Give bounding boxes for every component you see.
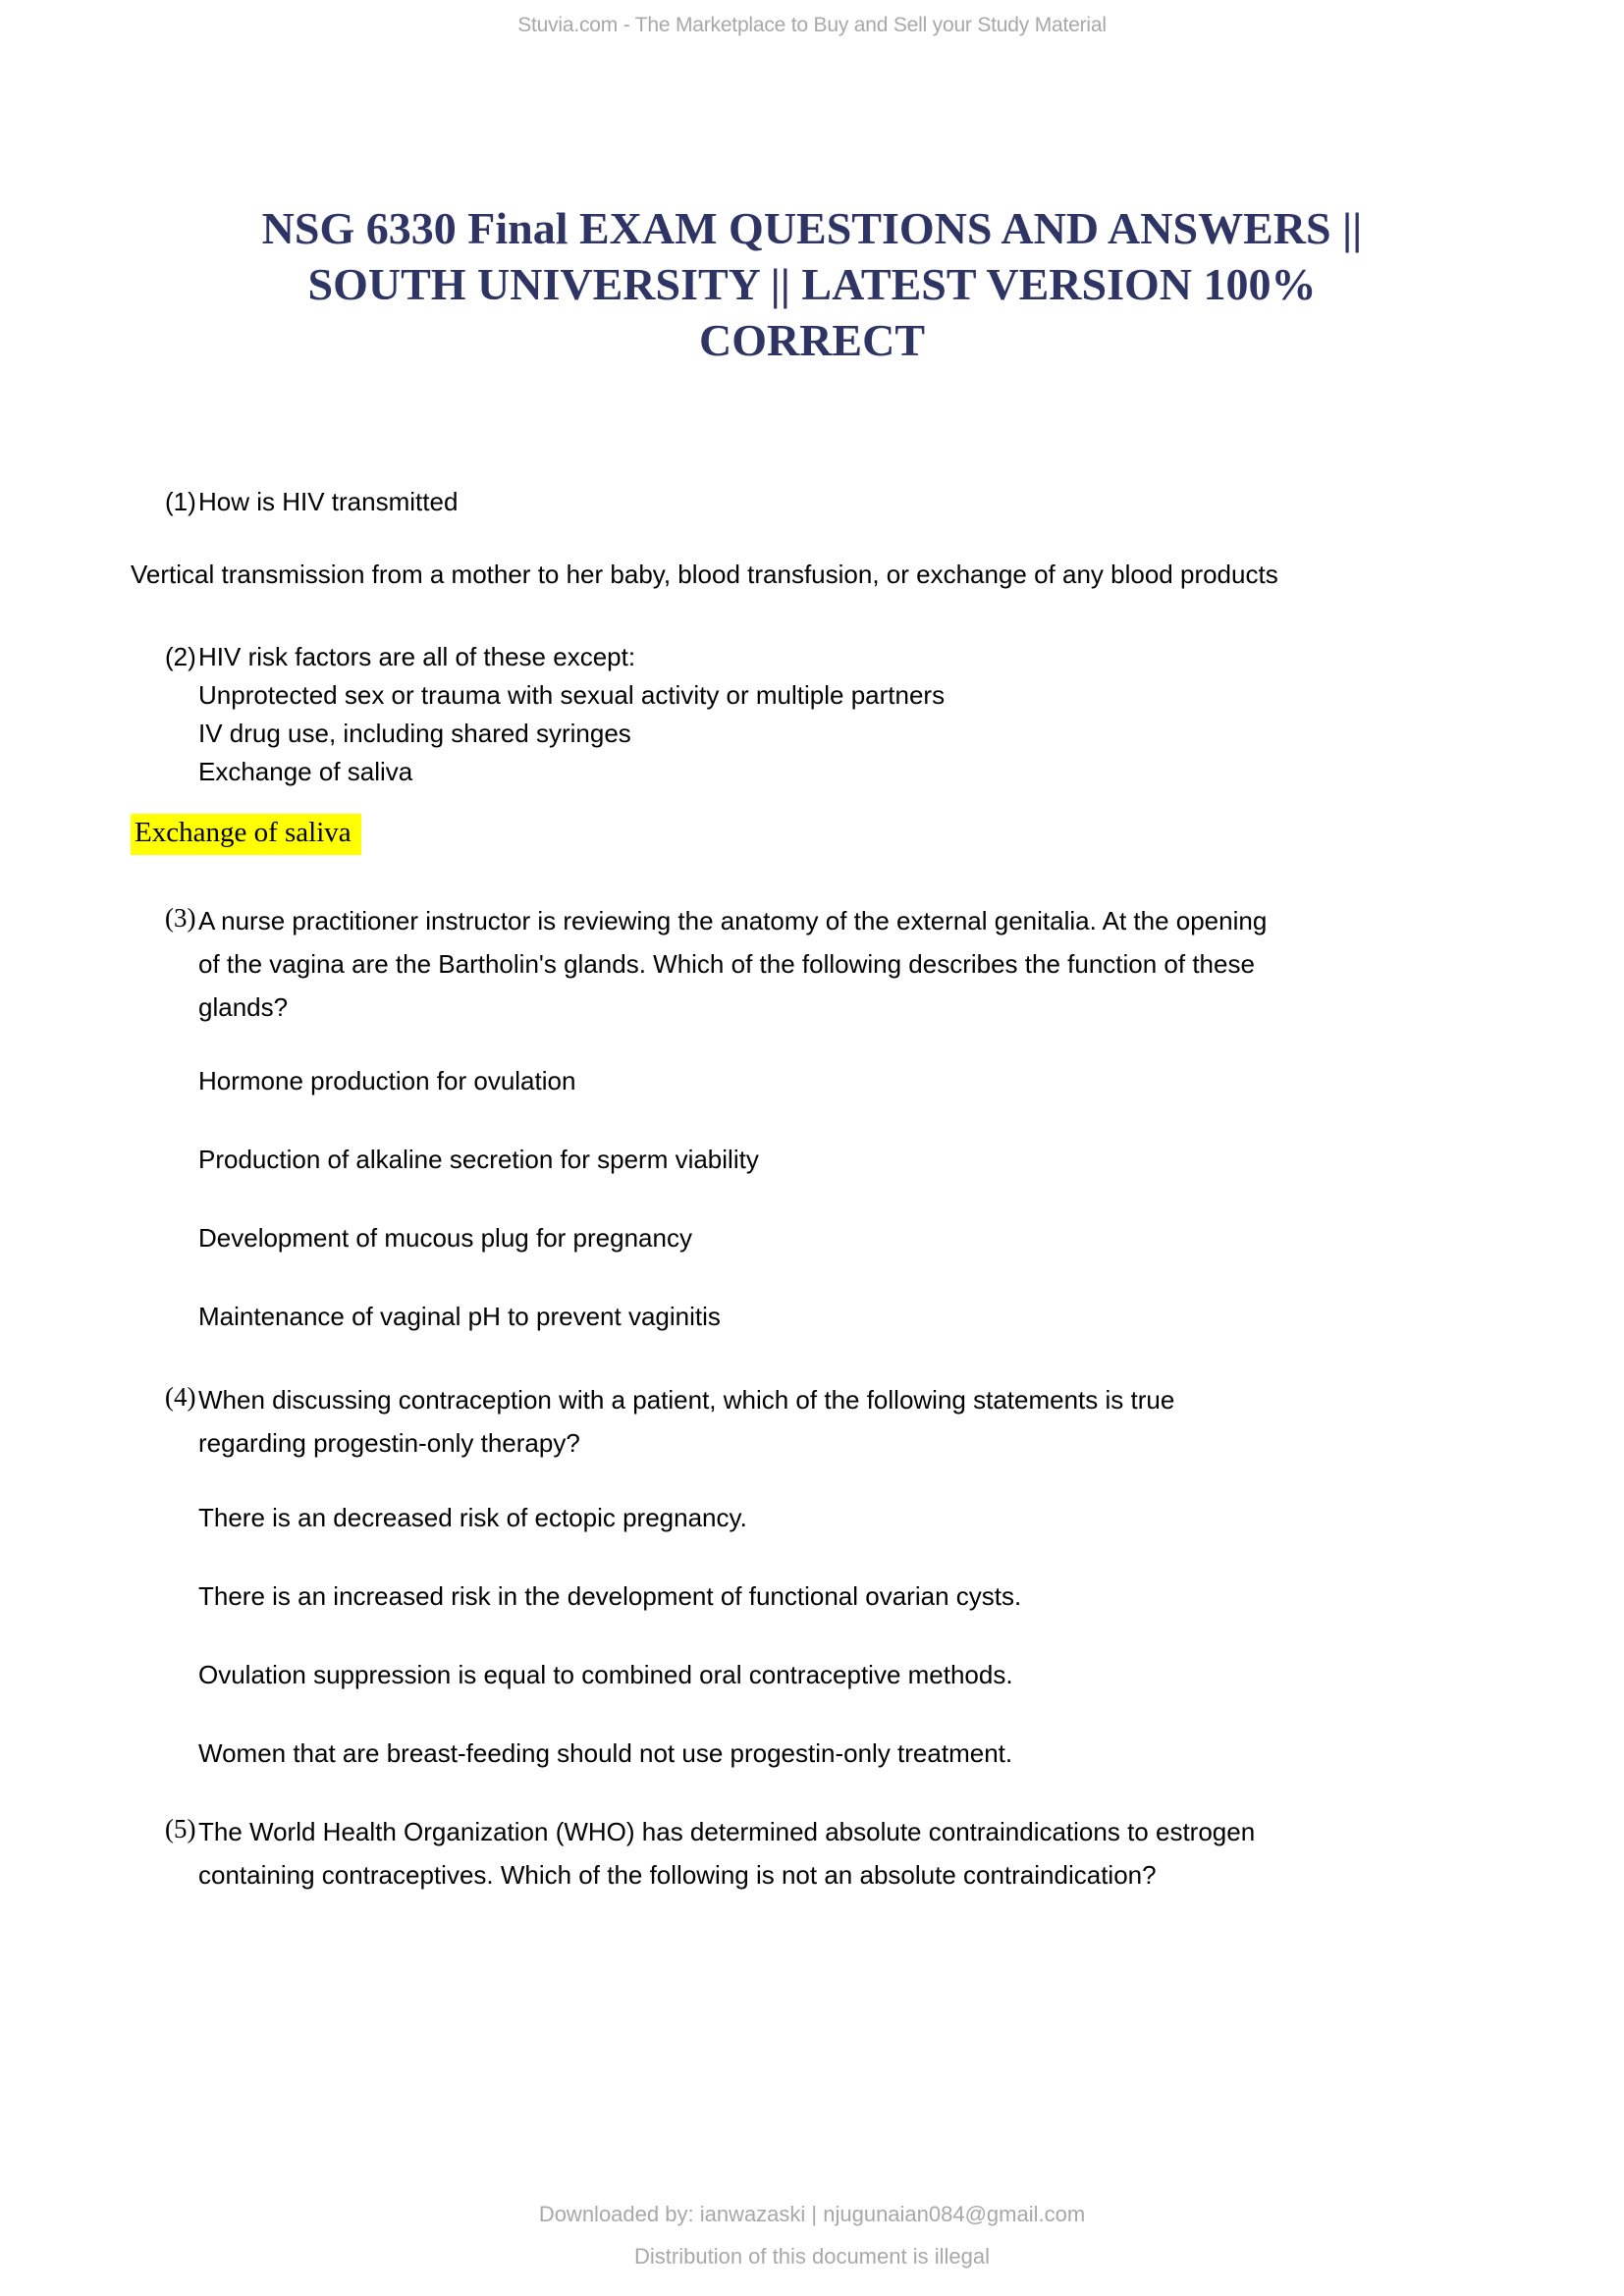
question-4-text — [198, 1378, 1174, 1465]
question-5-number: (5) — [165, 1814, 196, 1843]
question-3-text — [198, 899, 1267, 1029]
question-4-number: (4) — [165, 1382, 196, 1412]
question-3-line: glands? — [198, 992, 289, 1022]
question-3-options — [198, 1062, 759, 1376]
question-2-number: (2) — [165, 642, 196, 671]
question-4-options — [198, 1499, 1021, 1813]
title-line-3: CORRECT — [698, 315, 926, 365]
question-4-option: There is an decreased risk of ectopic pregnancy. — [198, 1503, 747, 1532]
header-site-line: Stuvia.com - The Marketplace to Buy and Sell your Study Material — [517, 14, 1107, 36]
question-4-option: Ovulation suppression is equal to combined oral contraceptive methods. — [198, 1660, 1013, 1689]
question-3-line: A nurse practitioner instructor is reviewing the anatomy of the external genitalia. At the opening — [198, 906, 1268, 935]
question-5-line: containing contraceptives. Which of the following is not an absolute contraindication? — [198, 1860, 1157, 1890]
question-5 — [165, 1810, 1255, 1896]
answer-1-text: Vertical transmission from a mother to her baby, blood transfusion, or exchange of any blood products — [131, 560, 1278, 589]
page-title — [59, 200, 1565, 368]
title-line-2: SOUTH UNIVERSITY || LATEST VERSION 100% — [307, 259, 1317, 309]
question-2 — [165, 638, 945, 791]
footer-downloaded-by: Downloaded by: ianwazaski | njugunaian084@gmail.com — [538, 2202, 1086, 2226]
question-3 — [165, 899, 1267, 1029]
question-2-line: Unprotected sex or trauma with sexual activity or multiple partners — [198, 680, 946, 710]
footer-warning: Distribution of this document is illegal — [634, 2244, 990, 2269]
question-2-line: Exchange of saliva — [198, 757, 413, 786]
question-3-number: (3) — [165, 903, 196, 933]
question-4-option: There is an increased risk in the development of functional ovarian cysts. — [198, 1581, 1022, 1611]
question-4-line: When discussing contraception with a patient, which of the following statements is true — [198, 1385, 1175, 1415]
highlighted-answer: Exchange of saliva — [131, 814, 361, 855]
question-2-text — [198, 638, 945, 791]
question-1-text: How is HIV transmitted — [198, 487, 459, 516]
question-3-option: Hormone production for ovulation — [198, 1066, 576, 1095]
question-3-option: Production of alkaline secretion for sperm viability — [198, 1145, 759, 1174]
question-5-line: The World Health Organization (WHO) has determined absolute contraindications to estrogen — [198, 1817, 1256, 1846]
question-4-line: regarding progestin-only therapy? — [198, 1428, 580, 1458]
question-3-option: Development of mucous plug for pregnancy — [198, 1223, 692, 1253]
question-3-line: of the vagina are the Bartholin's glands. Which of the following describes the function of these — [198, 949, 1255, 979]
question-2-line: IV drug use, including shared syringes — [198, 719, 631, 748]
question-4 — [165, 1378, 1174, 1465]
question-1-number: (1) — [165, 487, 196, 516]
question-1 — [165, 483, 458, 521]
title-line-1: NSG 6330 Final EXAM QUESTIONS AND ANSWERS || — [261, 203, 1363, 253]
question-5-text — [198, 1810, 1255, 1896]
question-4-option: Women that are breast-feeding should not use progestin-only treatment. — [198, 1738, 1013, 1768]
question-2-line: HIV risk factors are all of these except: — [198, 642, 636, 671]
question-3-option: Maintenance of vaginal pH to prevent vaginitis — [198, 1302, 721, 1331]
